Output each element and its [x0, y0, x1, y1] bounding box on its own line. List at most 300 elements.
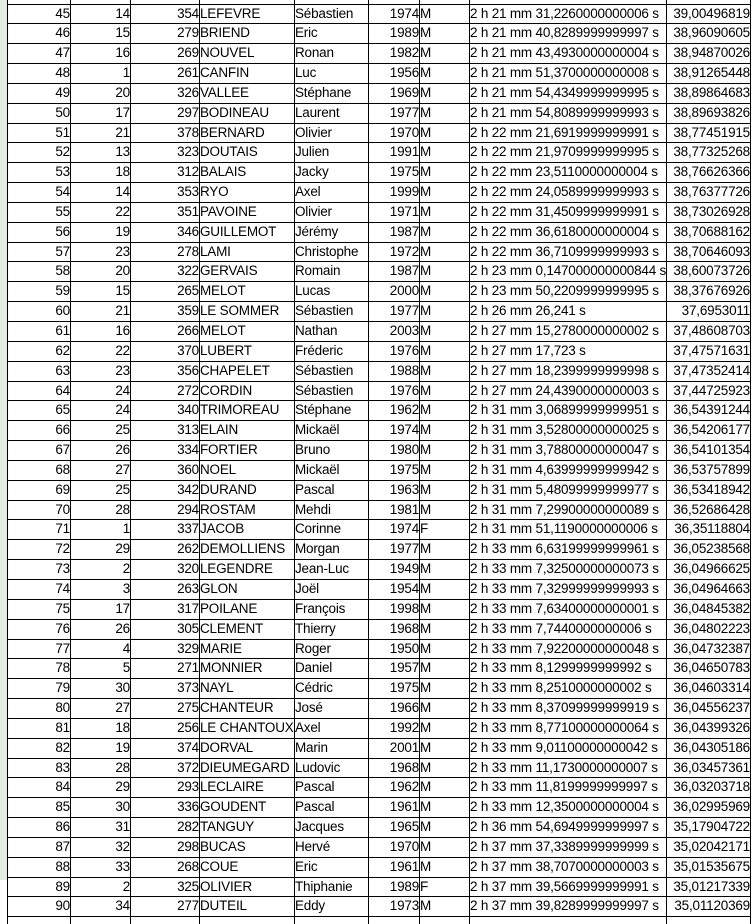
cell-birth_year[interactable]: 1975 — [369, 679, 420, 699]
cell-bib_number[interactable]: 263 — [131, 579, 200, 599]
cell-birth_year[interactable]: 1989 — [369, 24, 420, 44]
cell-bib_number[interactable]: 353 — [131, 183, 200, 203]
cell-time[interactable]: 2 h 33 mm 7,32999999999993 s — [470, 579, 667, 599]
cell-average_speed[interactable]: 36,04732387 — [667, 639, 751, 659]
cell-rank[interactable]: 50 — [8, 103, 71, 123]
cell-birth_year[interactable]: 1977 — [369, 302, 420, 322]
cell-first_name[interactable]: Sébastien — [295, 4, 369, 24]
cell-category_rank[interactable]: 22 — [71, 202, 131, 222]
cell-average_speed[interactable]: 35,01120369 — [667, 897, 751, 917]
cell-birth_year[interactable]: 1980 — [369, 441, 420, 461]
cell-first_name[interactable]: Eric — [295, 24, 369, 44]
cell-average_speed[interactable]: 37,47571631 — [667, 341, 751, 361]
cell-time[interactable]: 2 h 31 mm 3,52800000000025 s — [470, 421, 667, 441]
cell-birth_year[interactable]: 1954 — [369, 579, 420, 599]
cell-first_name[interactable]: Olivier — [295, 202, 369, 222]
cell-rank[interactable]: 49 — [8, 83, 71, 103]
cell-gender[interactable]: M — [420, 202, 470, 222]
cell-time[interactable]: 2 h 21 mm 43,4930000000004 s — [470, 44, 667, 64]
cell-first_name[interactable]: Fréderic — [295, 341, 369, 361]
cell-bib_number[interactable]: 356 — [131, 361, 200, 381]
cell-first_name[interactable]: Stéphane — [295, 401, 369, 421]
cell-time[interactable]: 2 h 23 mm 50,2209999999995 s — [470, 282, 667, 302]
cell-category_rank[interactable]: 27 — [71, 460, 131, 480]
cell-time[interactable]: 2 h 22 mm 21,9709999999995 s — [470, 143, 667, 163]
cell-birth_year[interactable]: 1992 — [369, 718, 420, 738]
cell-bib_number[interactable]: 269 — [131, 44, 200, 64]
cell-time[interactable]: 2 h 33 mm 11,1730000000007 s — [470, 758, 667, 778]
cell-average_speed[interactable]: 36,03203718 — [667, 778, 751, 798]
cell-rank[interactable]: 76 — [8, 619, 71, 639]
cell-bib_number[interactable]: 266 — [131, 322, 200, 342]
cell-rank[interactable]: 70 — [8, 500, 71, 520]
cell-average_speed[interactable]: 39,00496819 — [667, 4, 751, 24]
cell-bib_number[interactable]: 359 — [131, 302, 200, 322]
cell-bib_number[interactable]: 342 — [131, 480, 200, 500]
cell-average_speed[interactable]: 38,77451915 — [667, 123, 751, 143]
cell-rank[interactable]: 79 — [8, 679, 71, 699]
cell-rank[interactable]: 81 — [8, 718, 71, 738]
cell-average_speed[interactable]: 38,37676926 — [667, 282, 751, 302]
cell-first_name[interactable]: Laurent — [295, 103, 369, 123]
cell-average_speed[interactable]: 38,77325268 — [667, 143, 751, 163]
cell-category_rank[interactable]: 18 — [71, 163, 131, 183]
cell-gender[interactable]: M — [420, 679, 470, 699]
cell-first_name[interactable]: Sébastien — [295, 302, 369, 322]
cell-last_name[interactable]: DURAND — [200, 480, 295, 500]
cell-rank[interactable]: 75 — [8, 599, 71, 619]
cell-category_rank[interactable]: 2 — [71, 560, 131, 580]
cell-category_rank[interactable]: 28 — [71, 758, 131, 778]
cell-last_name[interactable]: CANFIN — [200, 64, 295, 84]
cell-average_speed[interactable]: 37,47352414 — [667, 361, 751, 381]
cell-rank[interactable]: 88 — [8, 857, 71, 877]
cell-average_speed[interactable]: 38,60073726 — [667, 262, 751, 282]
cell-average_speed[interactable]: 36,54206177 — [667, 421, 751, 441]
cell-first_name[interactable]: Stéphane — [295, 83, 369, 103]
cell-rank[interactable]: 74 — [8, 579, 71, 599]
cell-category_rank[interactable]: 21 — [71, 302, 131, 322]
cell-rank[interactable]: 67 — [8, 441, 71, 461]
cell-last_name[interactable]: MELOT — [200, 322, 295, 342]
cell-last_name[interactable]: LECLAIRE — [200, 778, 295, 798]
cell-first_name[interactable]: François — [295, 599, 369, 619]
cell-rank[interactable]: 84 — [8, 778, 71, 798]
cell-gender[interactable]: F — [420, 520, 470, 540]
cell-average_speed[interactable]: 38,91265448 — [667, 64, 751, 84]
cell-gender[interactable]: M — [420, 64, 470, 84]
cell-birth_year[interactable]: 1974 — [369, 4, 420, 24]
cell-gender[interactable]: M — [420, 242, 470, 262]
cell-rank[interactable]: 69 — [8, 480, 71, 500]
cell-category_rank[interactable]: 18 — [71, 718, 131, 738]
cell-average_speed[interactable]: 35,02042171 — [667, 837, 751, 857]
cell-first_name[interactable]: Marin — [295, 738, 369, 758]
cell-category_rank[interactable]: 33 — [71, 857, 131, 877]
cell-category_rank[interactable]: 1 — [71, 64, 131, 84]
cell-gender[interactable]: M — [420, 262, 470, 282]
cell-gender[interactable]: M — [420, 302, 470, 322]
cell-average_speed[interactable]: 36,03457361 — [667, 758, 751, 778]
cell-first_name[interactable]: Jacky — [295, 163, 369, 183]
cell-rank[interactable]: 90 — [8, 897, 71, 917]
cell-average_speed[interactable]: 36,02995969 — [667, 798, 751, 818]
cell-bib_number[interactable]: 326 — [131, 83, 200, 103]
cell-last_name[interactable]: MELOT — [200, 282, 295, 302]
cell-rank[interactable]: 45 — [8, 4, 71, 24]
cell-gender[interactable]: M — [420, 897, 470, 917]
cell-first_name[interactable]: Joël — [295, 579, 369, 599]
cell-rank[interactable]: 83 — [8, 758, 71, 778]
cell-gender[interactable]: M — [420, 480, 470, 500]
cell-last_name[interactable]: BRIEND — [200, 24, 295, 44]
cell-gender[interactable]: M — [420, 183, 470, 203]
cell-gender[interactable]: M — [420, 441, 470, 461]
cell-bib_number[interactable]: 374 — [131, 738, 200, 758]
cell-category_rank[interactable]: 16 — [71, 44, 131, 64]
cell-rank[interactable]: 56 — [8, 222, 71, 242]
cell-time[interactable]: 2 h 33 mm 11,8199999999997 s — [470, 778, 667, 798]
cell-category_rank[interactable]: 28 — [71, 500, 131, 520]
cell-birth_year[interactable]: 1963 — [369, 480, 420, 500]
cell-rank[interactable]: 52 — [8, 143, 71, 163]
cell-gender[interactable]: M — [420, 560, 470, 580]
cell-time[interactable]: 2 h 27 mm 18,2399999999998 s — [470, 361, 667, 381]
cell-first_name[interactable]: Christophe — [295, 242, 369, 262]
cell-last_name[interactable]: RYO — [200, 183, 295, 203]
cell-category_rank[interactable]: 26 — [71, 441, 131, 461]
cell-time[interactable]: 2 h 37 mm 37,3389999999999 s — [470, 837, 667, 857]
cell-birth_year[interactable]: 1972 — [369, 242, 420, 262]
cell-average_speed[interactable]: 36,04802223 — [667, 619, 751, 639]
cell-time[interactable]: 2 h 22 mm 36,7109999999993 s — [470, 242, 667, 262]
cell-category_rank[interactable]: 31 — [71, 818, 131, 838]
cell-gender[interactable]: M — [420, 4, 470, 24]
cell-gender[interactable]: M — [420, 381, 470, 401]
cell-category_rank[interactable]: 26 — [71, 619, 131, 639]
cell-category_rank[interactable]: 5 — [71, 659, 131, 679]
cell-first_name[interactable]: Eddy — [295, 897, 369, 917]
cell-gender[interactable]: M — [420, 143, 470, 163]
cell-last_name[interactable]: DORVAL — [200, 738, 295, 758]
cell-bib_number[interactable]: 334 — [131, 441, 200, 461]
cell-birth_year[interactable]: 1988 — [369, 361, 420, 381]
cell-rank[interactable]: 86 — [8, 818, 71, 838]
cell-birth_year[interactable]: 1977 — [369, 103, 420, 123]
cell-rank[interactable]: 48 — [8, 64, 71, 84]
cell-time[interactable]: 2 h 37 mm 38,7070000000003 s — [470, 857, 667, 877]
cell-first_name[interactable]: Cédric — [295, 679, 369, 699]
cell-bib_number[interactable]: 373 — [131, 679, 200, 699]
cell-category_rank[interactable]: 22 — [71, 341, 131, 361]
cell-bib_number[interactable]: 261 — [131, 64, 200, 84]
cell-average_speed[interactable]: 36,53418942 — [667, 480, 751, 500]
cell-average_speed[interactable]: 37,48608703 — [667, 322, 751, 342]
cell-time[interactable]: 2 h 31 mm 3,78800000000047 s — [470, 441, 667, 461]
cell-rank[interactable]: 68 — [8, 460, 71, 480]
cell-average_speed[interactable]: 35,01535675 — [667, 857, 751, 877]
cell-category_rank[interactable]: 24 — [71, 381, 131, 401]
cell-gender[interactable]: M — [420, 857, 470, 877]
cell-time[interactable]: 2 h 27 mm 17,723 s — [470, 341, 667, 361]
cell-birth_year[interactable]: 1982 — [369, 44, 420, 64]
cell-last_name[interactable]: LAMI — [200, 242, 295, 262]
cell-rank[interactable]: 66 — [8, 421, 71, 441]
cell-gender[interactable]: M — [420, 341, 470, 361]
cell-category_rank[interactable]: 29 — [71, 778, 131, 798]
cell-rank[interactable]: 80 — [8, 699, 71, 719]
cell-average_speed[interactable]: 38,70646093 — [667, 242, 751, 262]
cell-last_name[interactable]: BUCAS — [200, 837, 295, 857]
cell-category_rank[interactable]: 27 — [71, 699, 131, 719]
cell-bib_number[interactable]: 354 — [131, 4, 200, 24]
cell-gender[interactable]: M — [420, 500, 470, 520]
cell-bib_number[interactable]: 294 — [131, 500, 200, 520]
cell-category_rank[interactable]: 25 — [71, 421, 131, 441]
cell-birth_year[interactable]: 1968 — [369, 619, 420, 639]
cell-average_speed[interactable]: 35,17904722 — [667, 818, 751, 838]
cell-gender[interactable]: M — [420, 619, 470, 639]
cell-gender[interactable]: M — [420, 44, 470, 64]
cell-bib_number[interactable]: 340 — [131, 401, 200, 421]
cell-first_name[interactable]: Hervé — [295, 837, 369, 857]
cell-first_name[interactable]: Corinne — [295, 520, 369, 540]
cell-category_rank[interactable]: 15 — [71, 24, 131, 44]
cell-time[interactable]: 2 h 33 mm 8,2510000000002 s — [470, 679, 667, 699]
cell-gender[interactable]: M — [420, 837, 470, 857]
cell-gender[interactable]: M — [420, 659, 470, 679]
cell-time[interactable]: 2 h 22 mm 24,0589999999993 s — [470, 183, 667, 203]
cell-time[interactable]: 2 h 33 mm 8,37099999999919 s — [470, 699, 667, 719]
cell-first_name[interactable]: Ludovic — [295, 758, 369, 778]
cell-time[interactable]: 2 h 31 mm 4,63999999999942 s — [470, 460, 667, 480]
cell-bib_number[interactable]: 378 — [131, 123, 200, 143]
cell-first_name[interactable]: Pascal — [295, 778, 369, 798]
cell-last_name[interactable]: LUBERT — [200, 341, 295, 361]
cell-birth_year[interactable]: 1981 — [369, 500, 420, 520]
cell-category_rank[interactable]: 21 — [71, 123, 131, 143]
cell-birth_year[interactable]: 1973 — [369, 897, 420, 917]
cell-gender[interactable]: M — [420, 421, 470, 441]
cell-first_name[interactable]: Daniel — [295, 659, 369, 679]
cell-first_name[interactable]: Jacques — [295, 818, 369, 838]
cell-gender[interactable]: M — [420, 540, 470, 560]
cell-last_name[interactable]: PAVOINE — [200, 202, 295, 222]
cell-rank[interactable]: 77 — [8, 639, 71, 659]
cell-last_name[interactable]: NAYL — [200, 679, 295, 699]
cell-birth_year[interactable]: 1962 — [369, 401, 420, 421]
cell-last_name[interactable]: TANGUY — [200, 818, 295, 838]
cell-bib_number[interactable]: 317 — [131, 599, 200, 619]
cell-rank[interactable]: 61 — [8, 322, 71, 342]
cell-gender[interactable]: F — [420, 877, 470, 897]
cell-average_speed[interactable]: 36,04305186 — [667, 738, 751, 758]
cell-birth_year[interactable]: 2001 — [369, 738, 420, 758]
cell-rank[interactable]: 62 — [8, 341, 71, 361]
cell-first_name[interactable]: Eric — [295, 857, 369, 877]
cell-birth_year[interactable]: 1975 — [369, 163, 420, 183]
cell-average_speed[interactable]: 36,04650783 — [667, 659, 751, 679]
cell-last_name[interactable]: OLIVIER — [200, 877, 295, 897]
cell-birth_year[interactable]: 2000 — [369, 282, 420, 302]
cell-time[interactable]: 2 h 21 mm 54,4349999999995 s — [470, 83, 667, 103]
cell-gender[interactable]: M — [420, 738, 470, 758]
cell-gender[interactable]: M — [420, 778, 470, 798]
cell-time[interactable]: 2 h 33 mm 7,63400000000001 s — [470, 599, 667, 619]
cell-category_rank[interactable]: 23 — [71, 361, 131, 381]
cell-first_name[interactable]: Mehdi — [295, 500, 369, 520]
cell-bib_number[interactable]: 323 — [131, 143, 200, 163]
cell-rank[interactable]: 72 — [8, 540, 71, 560]
cell-category_rank[interactable]: 20 — [71, 83, 131, 103]
cell-average_speed[interactable]: 36,04845382 — [667, 599, 751, 619]
cell-bib_number[interactable]: 277 — [131, 897, 200, 917]
cell-category_rank[interactable]: 13 — [71, 143, 131, 163]
cell-first_name[interactable]: Roger — [295, 639, 369, 659]
cell-gender[interactable]: M — [420, 579, 470, 599]
cell-bib_number[interactable]: 256 — [131, 718, 200, 738]
cell-time[interactable]: 2 h 33 mm 7,92200000000048 s — [470, 639, 667, 659]
cell-time[interactable]: 2 h 33 mm 7,7440000000006 s — [470, 619, 667, 639]
cell-time[interactable]: 2 h 21 mm 51,3700000000008 s — [470, 64, 667, 84]
cell-birth_year[interactable]: 1962 — [369, 778, 420, 798]
cell-birth_year[interactable]: 2003 — [369, 322, 420, 342]
cell-gender[interactable]: M — [420, 639, 470, 659]
cell-bib_number[interactable]: 370 — [131, 341, 200, 361]
cell-first_name[interactable]: Luc — [295, 64, 369, 84]
cell-average_speed[interactable]: 36,53757899 — [667, 460, 751, 480]
cell-gender[interactable]: M — [420, 103, 470, 123]
cell-category_rank[interactable]: 1 — [71, 520, 131, 540]
cell-bib_number[interactable]: 262 — [131, 540, 200, 560]
cell-average_speed[interactable]: 35,01217339 — [667, 877, 751, 897]
cell-last_name[interactable]: MONNIER — [200, 659, 295, 679]
cell-category_rank[interactable]: 2 — [71, 877, 131, 897]
cell-gender[interactable]: M — [420, 798, 470, 818]
cell-first_name[interactable]: Jérémy — [295, 222, 369, 242]
cell-category_rank[interactable]: 29 — [71, 540, 131, 560]
cell-birth_year[interactable]: 1976 — [369, 341, 420, 361]
cell-average_speed[interactable]: 38,76626366 — [667, 163, 751, 183]
cell-last_name[interactable]: ROSTAM — [200, 500, 295, 520]
cell-last_name[interactable]: LEFEVRE — [200, 4, 295, 24]
cell-birth_year[interactable]: 1976 — [369, 381, 420, 401]
cell-birth_year[interactable]: 1971 — [369, 202, 420, 222]
cell-gender[interactable]: M — [420, 322, 470, 342]
cell-time[interactable]: 2 h 33 mm 9,01100000000042 s — [470, 738, 667, 758]
cell-bib_number[interactable]: 271 — [131, 659, 200, 679]
cell-first_name[interactable]: Ronan — [295, 44, 369, 64]
cell-average_speed[interactable]: 37,44725923 — [667, 381, 751, 401]
cell-first_name[interactable]: Pascal — [295, 798, 369, 818]
cell-average_speed[interactable]: 38,73026928 — [667, 202, 751, 222]
cell-last_name[interactable]: LE SOMMER — [200, 302, 295, 322]
cell-last_name[interactable]: GERVAIS — [200, 262, 295, 282]
cell-rank[interactable]: 65 — [8, 401, 71, 421]
cell-bib_number[interactable]: 322 — [131, 262, 200, 282]
cell-birth_year[interactable]: 1975 — [369, 460, 420, 480]
cell-gender[interactable]: M — [420, 361, 470, 381]
cell-category_rank[interactable]: 3 — [71, 579, 131, 599]
cell-rank[interactable]: 59 — [8, 282, 71, 302]
cell-rank[interactable]: 71 — [8, 520, 71, 540]
cell-last_name[interactable]: ELAIN — [200, 421, 295, 441]
cell-time[interactable]: 2 h 22 mm 23,5110000000004 s — [470, 163, 667, 183]
cell-bib_number[interactable]: 360 — [131, 460, 200, 480]
cell-rank[interactable]: 82 — [8, 738, 71, 758]
cell-rank[interactable]: 64 — [8, 381, 71, 401]
cell-bib_number[interactable]: 336 — [131, 798, 200, 818]
cell-birth_year[interactable]: 1987 — [369, 222, 420, 242]
cell-last_name[interactable]: POILANE — [200, 599, 295, 619]
cell-last_name[interactable]: JACOB — [200, 520, 295, 540]
cell-birth_year[interactable]: 1969 — [369, 83, 420, 103]
cell-last_name[interactable]: CHAPELET — [200, 361, 295, 381]
cell-gender[interactable]: M — [420, 599, 470, 619]
cell-bib_number[interactable]: 305 — [131, 619, 200, 639]
cell-last_name[interactable]: GOUDENT — [200, 798, 295, 818]
cell-last_name[interactable]: BODINEAU — [200, 103, 295, 123]
cell-last_name[interactable]: DOUTAIS — [200, 143, 295, 163]
cell-gender[interactable]: M — [420, 83, 470, 103]
cell-bib_number[interactable]: 298 — [131, 837, 200, 857]
cell-time[interactable]: 2 h 31 mm 51,1190000000006 s — [470, 520, 667, 540]
cell-last_name[interactable]: TRIMOREAU — [200, 401, 295, 421]
cell-average_speed[interactable]: 36,04966625 — [667, 560, 751, 580]
cell-time[interactable]: 2 h 26 mm 26,241 s — [470, 302, 667, 322]
cell-average_speed[interactable]: 36,05238568 — [667, 540, 751, 560]
cell-average_speed[interactable]: 36,52686428 — [667, 500, 751, 520]
cell-last_name[interactable]: CHANTEUR — [200, 699, 295, 719]
cell-first_name[interactable]: Jean-Luc — [295, 560, 369, 580]
cell-average_speed[interactable]: 36,54101354 — [667, 441, 751, 461]
cell-time[interactable]: 2 h 33 mm 8,77100000000064 s — [470, 718, 667, 738]
cell-bib_number[interactable]: 351 — [131, 202, 200, 222]
cell-bib_number[interactable]: 293 — [131, 778, 200, 798]
cell-rank[interactable]: 63 — [8, 361, 71, 381]
cell-rank[interactable]: 58 — [8, 262, 71, 282]
cell-last_name[interactable]: NOUVEL — [200, 44, 295, 64]
cell-time[interactable]: 2 h 21 mm 54,8089999999993 s — [470, 103, 667, 123]
cell-time[interactable]: 2 h 31 mm 3,06899999999951 s — [470, 401, 667, 421]
cell-last_name[interactable]: CORDIN — [200, 381, 295, 401]
cell-time[interactable]: 2 h 33 mm 8,1299999999992 s — [470, 659, 667, 679]
cell-last_name[interactable]: DUTEIL — [200, 897, 295, 917]
cell-bib_number[interactable]: 329 — [131, 639, 200, 659]
cell-time[interactable]: 2 h 33 mm 7,32500000000073 s — [470, 560, 667, 580]
cell-last_name[interactable]: GLON — [200, 579, 295, 599]
cell-last_name[interactable]: VALLEE — [200, 83, 295, 103]
cell-first_name[interactable]: Mickaël — [295, 421, 369, 441]
cell-birth_year[interactable]: 1957 — [369, 659, 420, 679]
cell-category_rank[interactable]: 17 — [71, 103, 131, 123]
cell-last_name[interactable]: CLEMENT — [200, 619, 295, 639]
cell-bib_number[interactable]: 282 — [131, 818, 200, 838]
cell-rank[interactable]: 55 — [8, 202, 71, 222]
cell-bib_number[interactable]: 372 — [131, 758, 200, 778]
cell-bib_number[interactable]: 275 — [131, 699, 200, 719]
cell-first_name[interactable]: Mickaël — [295, 460, 369, 480]
cell-last_name[interactable]: BERNARD — [200, 123, 295, 143]
cell-average_speed[interactable]: 36,35118804 — [667, 520, 751, 540]
cell-average_speed[interactable]: 38,96090605 — [667, 24, 751, 44]
cell-birth_year[interactable]: 1961 — [369, 798, 420, 818]
cell-first_name[interactable]: Axel — [295, 183, 369, 203]
cell-first_name[interactable]: Nathan — [295, 322, 369, 342]
cell-bib_number[interactable]: 313 — [131, 421, 200, 441]
cell-time[interactable]: 2 h 21 mm 31,2260000000006 s — [470, 4, 667, 24]
cell-bib_number[interactable]: 265 — [131, 282, 200, 302]
